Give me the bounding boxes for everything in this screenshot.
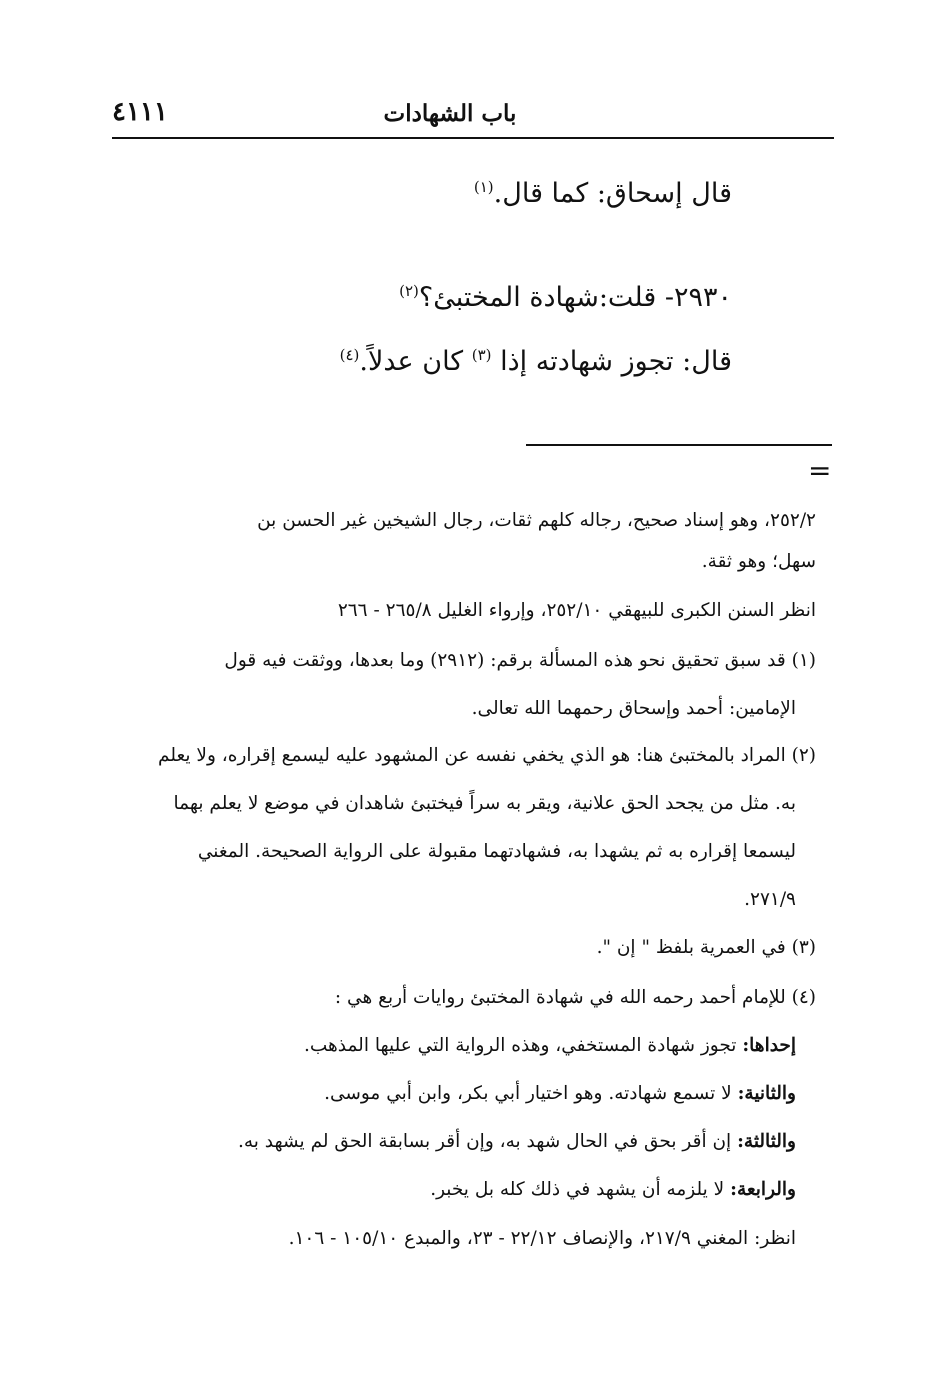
footnote-2-line-1: (٢) المراد بالمختبئ هنا: هو الذي يخفي نفسه عن المشهود عليه ليسمع إقراره، ولا يعلم [158,745,816,766]
footnote-4-item-text: تجوز شهادة المستخفي، وهذه الرواية التي عليها المذهب. [303,1035,737,1056]
footnote-4-item-label: والثالثة: [737,1131,796,1152]
footnote-ref-4: (٤) [339,346,360,364]
header-rule [112,137,834,139]
footnote-2-line-4: ٢٧١/٩. [744,889,796,910]
main-answer [340,346,732,377]
footnote-4-item-label: إحداها: [742,1035,796,1056]
footnote-continuation-line-2: سهل؛ وهو ثقة. [701,551,816,572]
footnote-2-line-3: ليسمعا إقراره به ثم يشهدا به، فشهادتهما مقبولة على الرواية الصحيحة. المغني [197,841,796,862]
footnote-4-item-text: إن أقر بحق في الحال شهد به، وإن أقر بسابقة الحق لم يشهد به. [237,1131,732,1152]
main-line-ishaq [474,178,732,209]
footnote-2-line-2: به. مثل من يجحد الحق علانية، ويقر به سراً فيختبئ شاهدان في موضع لا يعلم بهما [173,793,796,814]
page-number: ٤١١١ [112,97,168,127]
footnote-separator [526,444,832,446]
main-line-3-text-b: كان عدلاً. [359,346,464,377]
continuation-mark: = [808,454,832,487]
footnote-3: (٣) في العمرية بلفظ " إن ". [596,937,816,958]
footnote-continuation-see: انظر السنن الكبرى للبيهقي ٢٥٢/١٠، وإرواء الغليل ٢٦٥/٨ - ٢٦٦ [337,600,816,621]
footnote-4-intro: (٤) للإمام أحمد رحمه الله في شهادة المختبئ روايات أربع هي : [334,987,816,1008]
footnote-4-item-text: لا يلزمه أن يشهد في ذلك كله بل يخبر. [430,1179,725,1200]
footnote-4-item [238,1131,796,1152]
footnote-4-item-label: والرابعة: [730,1179,796,1200]
footnote-4-item-text: لا تسمع شهادته. وهو اختيار أبي بكر، وابن أبي موسى. [324,1083,732,1104]
footnote-ref-1: (١) [473,178,494,196]
footnote-4-item [324,1083,796,1104]
main-line-1-text: قال إسحاق: كما قال. [493,178,732,209]
running-header-title: باب الشهادات [383,100,517,127]
footnote-ref-3: (٣) [471,346,492,364]
footnote-4-see: انظر: المغني ٢١٧/٩، والإنصاف ٢٢/١٢ - ٢٣، والمبدع ١٠٥/١٠ - ١٠٦. [288,1228,796,1249]
footnote-1-line-1: (١) قد سبق تحقيق نحو هذه المسألة برقم: (٢٩١٢) وما بعدها، ووثقت فيه قول [224,650,816,671]
footnote-4-item [430,1179,796,1200]
footnote-4-item [304,1035,796,1056]
footnote-1-line-2: الإمامين: أحمد وإسحاق رحمهما الله تعالى. [471,698,796,719]
footnote-continuation-line-1: ٢٥٢/٢، وهو إسناد صحيح، رجاله كلهم ثقات، رجال الشيخين غير الحسن بن [257,510,816,531]
main-line-2-text: ٢٩٣٠- قلت:شهادة المختبئ؟ [418,282,732,313]
main-question-2930 [399,282,732,313]
main-line-3-text-a: قال: تجوز شهادته إذا [500,346,732,377]
footnote-4-item-label: والثانية: [737,1083,796,1104]
footnote-ref-2: (٢) [399,282,419,300]
